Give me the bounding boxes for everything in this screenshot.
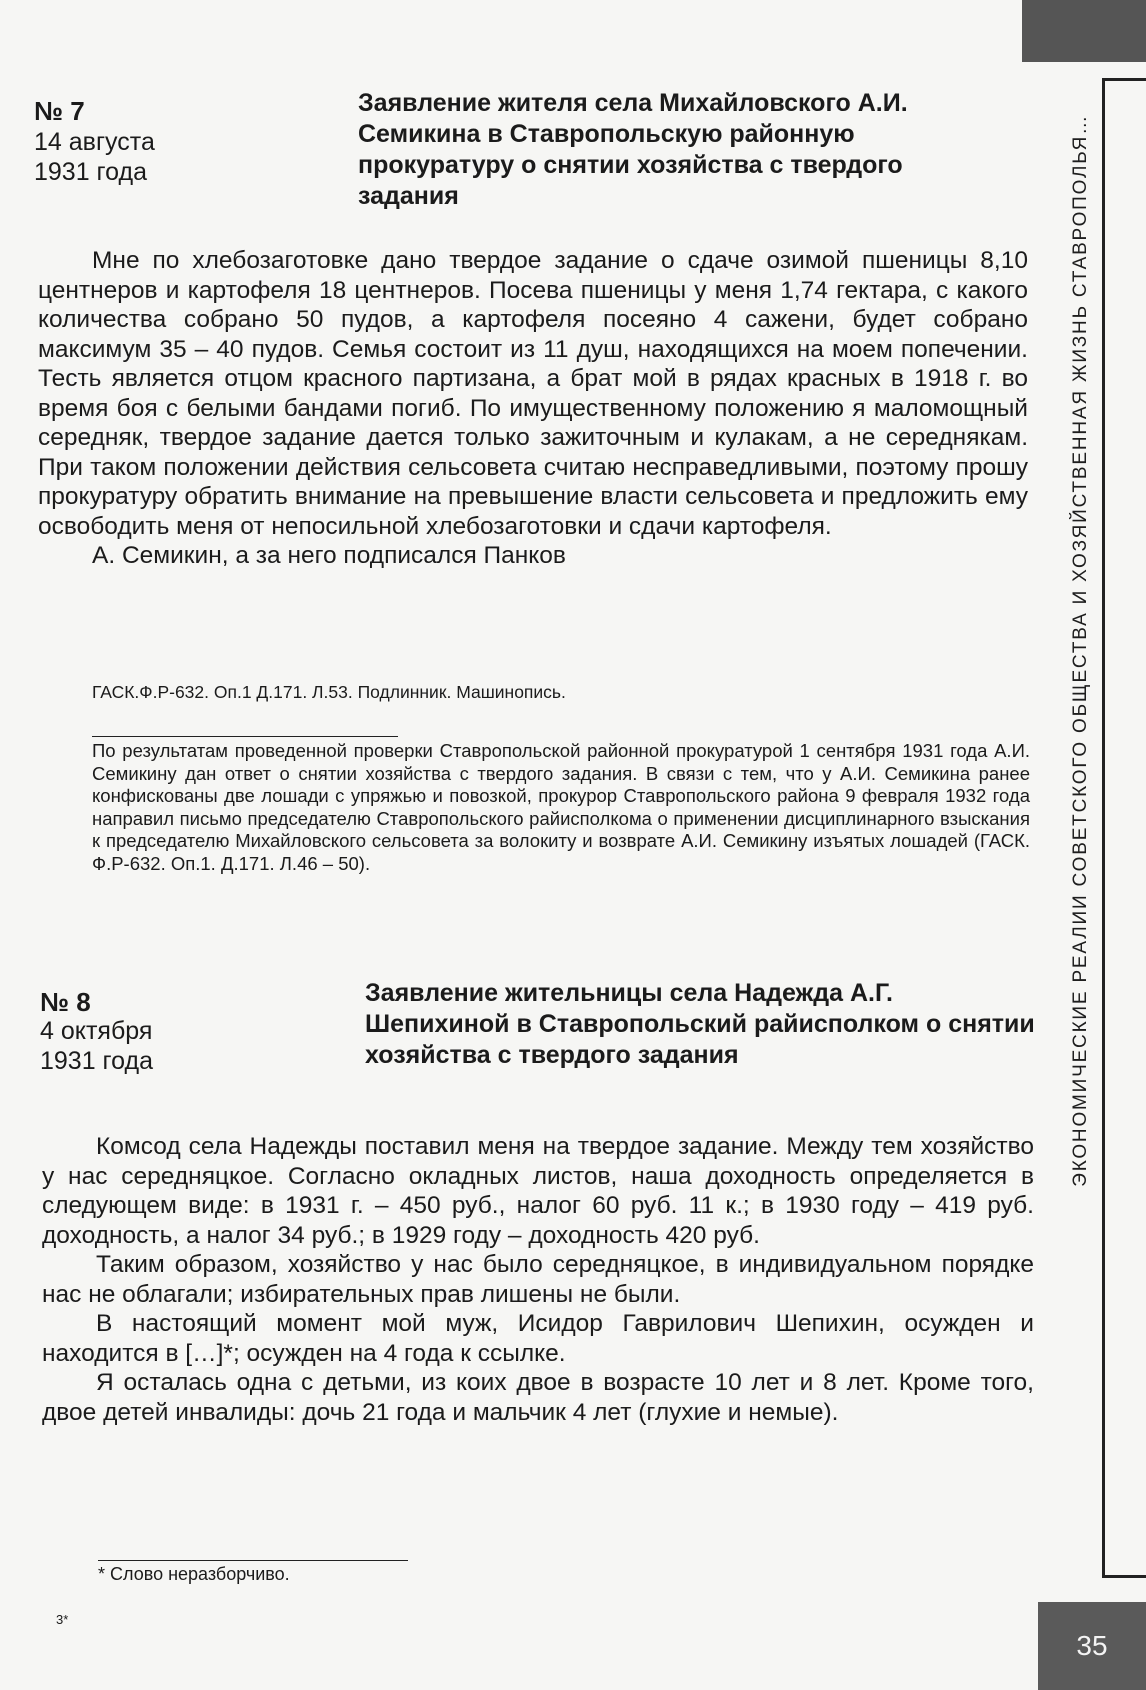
doc8-number: № 8 — [40, 987, 91, 1017]
doc8-paragraph: Я осталась одна с детьми, из коих двое в возрасте 10 лет и 8 лет. Кроме того, двое детей инвалиды: дочь 21 года и мальчик 4 лет (глухие и немые). — [42, 1369, 1034, 1426]
doc8-date-line1: 4 октября — [40, 1017, 153, 1045]
side-frame — [1102, 78, 1146, 1578]
doc7-number: № 7 — [34, 96, 85, 126]
doc7-date-line2: 1931 года — [34, 158, 147, 186]
doc8-paragraph: В настоящий момент мой муж, Исидор Гаврилович Шепихин, осужден и находится в […]*; осужден на 4 года к ссылке. — [42, 1310, 1034, 1367]
running-title-vertical — [1064, 80, 1098, 1220]
doc7-paragraph: Мне по хлебозаготовке дано твердое задание о сдаче озимой пшеницы 8,10 центнеров и картофеля 18 центнеров. Посева пшеницы у меня 1,74 гектара, с какого количества собрано 50 пудов, а картофеля посеяно 4 сажени, будет собрано максимум 35 – 40 пудов. Семья состоит из 11 душ, находящихся на моем попечении. Тесть является отцом красного партизана, а брат мой в рядах красных в 1918 г. во время боя с белыми бандами погиб. По имущественному положению я маломощный середняк, твердое задание дается только зажиточным и кулакам, а не середнякам. При таком положении действия сельсовета считаю несправедливыми, поэтому прошу прокуратуру обратить внимание на превышение власти сельсовета и предложить ему освободить меня от непосильной хлебозаготовки и сдачи картофеля. — [38, 247, 1028, 540]
footnote-divider — [98, 1560, 408, 1561]
corner-block — [1022, 0, 1146, 62]
printer-signature-mark: 3* — [56, 1612, 69, 1627]
doc8-date-line2: 1931 года — [40, 1047, 153, 1075]
doc8-paragraph: Комсод села Надежды поставил меня на твердое задание. Между тем хозяйство у нас середняцкое. Согласно окладных листов, наша доходность определяется в следующем виде: в 1931 г. – 450 руб., налог 60 руб. 11 к.; в 1930 году – 419 руб. доходность, а налог 34 руб.; в 1929 году – доходность 420 руб. — [42, 1133, 1034, 1249]
doc8-paragraph: Таким образом, хозяйство у нас было середняцкое, в индивидуальном порядке нас не облагали; избирательных прав лишены не были. — [42, 1251, 1034, 1308]
doc8-footnote: * Слово неразборчиво. — [98, 1564, 290, 1584]
doc8-title: Заявление жительницы села Надежда А.Г. Шепихиной в Ставропольский райисполком о снятии хозяйства с твердого задания — [365, 979, 1035, 1069]
doc7-title: Заявление жителя села Михайловского А.И. Семикина в Ставропольскую районную прокуратуру о снятии хозяйства с твердого задания — [358, 89, 908, 210]
doc7-signature: А. Семикин, а за него подписался Панков — [92, 542, 566, 569]
doc8-body — [42, 1132, 1034, 1427]
doc7-archival-source: ГАСК.Ф.Р-632. Оп.1 Д.171. Л.53. Подлинник. Машинопись. — [92, 682, 566, 702]
page-number: 35 — [1038, 1602, 1146, 1690]
doc7-body — [38, 246, 1028, 571]
running-title-text: ЭКОНОМИЧЕСКИЕ РЕАЛИИ СОВЕТСКОГО ОБЩЕСТВА И ХОЗЯЙСТВЕННАЯ ЖИЗНЬ СТАВРОПОЛЬЯ… — [1070, 113, 1091, 1187]
doc7-date-line1: 14 августа — [34, 128, 155, 156]
doc7-editorial-note: По результатам проведенной проверки Ставропольской районной прокуратурой 1 сентября 1931 года А.И. Семикину дан ответ о снятии хозяйства с твердого задания. В связи с тем, что у А.И. Семикина ранее конфискованы две лошади с упряжью и повозкой, прокурор Ставропольского района 9 февраля 1932 года направил письмо председателю Ставропольского райисполкома о применении дисциплинарного взыскания к председателю Михайловского сельсовета за волокиту и возврате А.И. Семикину изъятых лошадей (ГАСК. Ф.Р-632. Оп.1. Д.171. Л.46 – 50). — [92, 740, 1030, 874]
note-divider — [92, 736, 398, 737]
